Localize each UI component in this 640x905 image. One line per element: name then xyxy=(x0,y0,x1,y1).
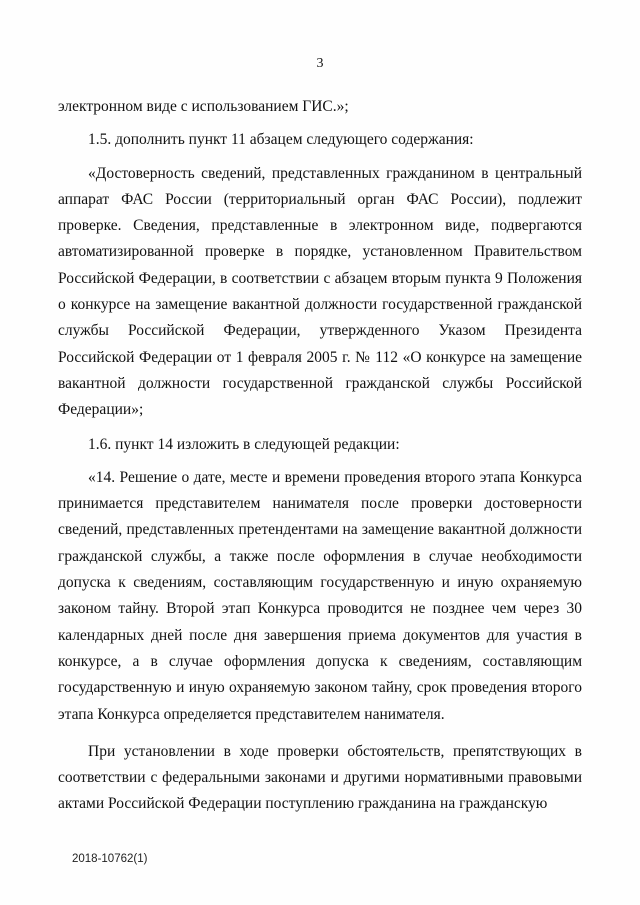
paragraph-quote-reliability: «Достоверность сведений, представленных гражданином в центральный аппарат ФАС России (территориальный орган ФАС России), подлежит проверке. Сведения, представленные в электронном виде, подвергаются автоматизированной проверке в порядке, установленном Правительством Российской Федерации, в соответствии с абзацем вторым пункта 9 Положения о конкурсе на замещение вакантной должности государственной гражданской службы Российской Федерации, утвержденного Указом Президента Российской Федерации от 1 февраля 2005 г. № 112 «О конкурсе на замещение вакантной должности государственной гражданской службы Российской Федерации»; xyxy=(58,164,582,419)
paragraph-quote-item-14: «14. Решение о дате, месте и времени проведения второго этапа Конкурса принимается представителем нанимателя после проверки достоверности сведений, представленных претендентами на замещение вакантной должности гражданской службы, а также после оформления в случае необходимости допуска к сведениям, составляющим государственную и иную охраняемую законом тайну. Второй этап Конкурса проводится не позднее чем через 30 календарных дней после дня завершения приема документов для участия в конкурсе, а в случае оформления допуска к сведениям, составляющим государственную и иную охраняемую законом тайну, срок проведения второго этапа Конкурса определяется представителем нанимателя. xyxy=(58,468,582,723)
document-code: 2018-10762(1) xyxy=(72,853,148,865)
paragraph-item-1-5: 1.5. дополнить пункт 11 абзацем следующего содержания: xyxy=(88,131,474,149)
page-number: 3 xyxy=(316,56,324,71)
document-body xyxy=(58,94,582,818)
paragraph-continuation: электронном виде с использованием ГИС.»; xyxy=(58,98,349,115)
paragraph-item-1-6: 1.6. пункт 14 изложить в следующей редакции: xyxy=(88,435,400,453)
paragraph-circumstances: При установлении в ходе проверки обстоятельств, препятствующих в соответствии с федеральными законами и другими нормативными правовыми актами Российской Федерации поступлению гражданина на гражданскую xyxy=(58,742,582,813)
